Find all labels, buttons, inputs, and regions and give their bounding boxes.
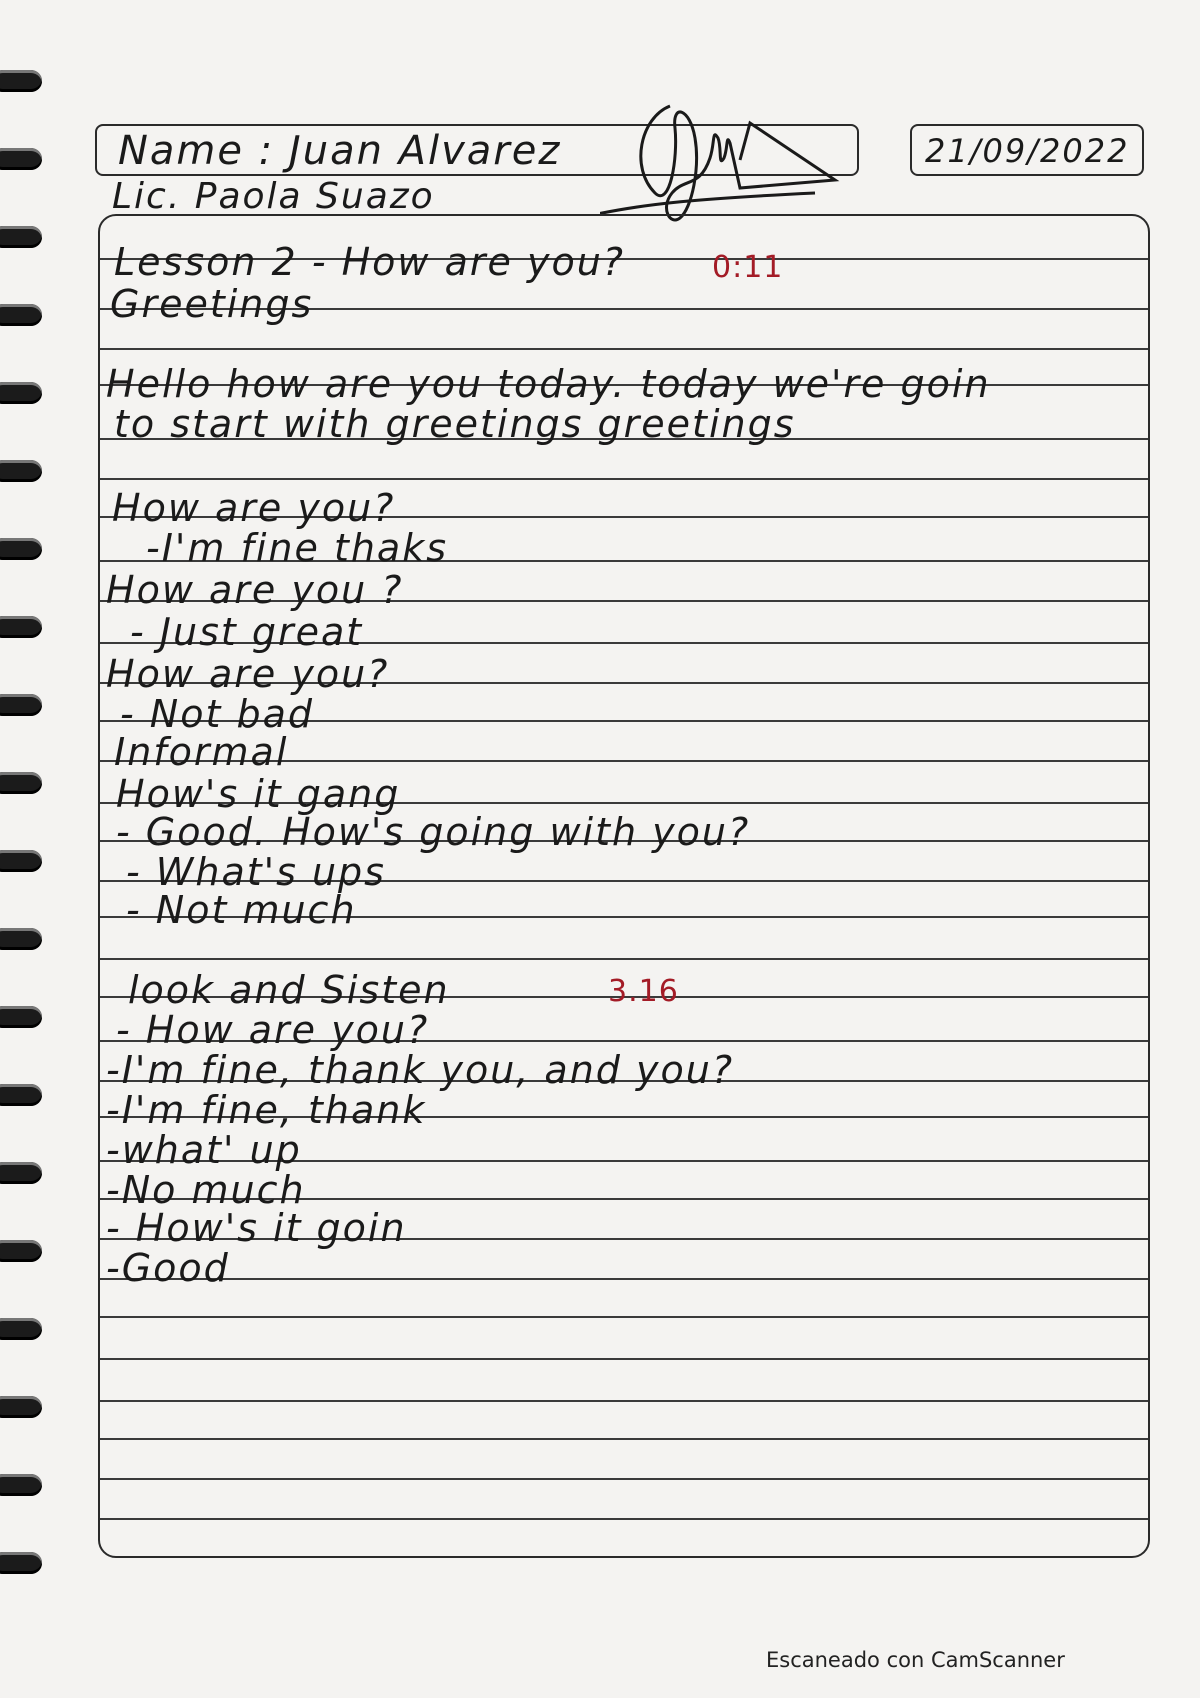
spiral-ring [0, 148, 42, 170]
ruled-line [100, 1400, 1148, 1402]
spiral-ring [0, 1084, 42, 1106]
ruled-line [100, 1358, 1148, 1360]
ruled-line [100, 348, 1148, 350]
listen-line: -I'm fine, thank you, and you? [106, 1048, 734, 1092]
listen-time: 3.16 [608, 974, 679, 1009]
ruled-line [100, 958, 1148, 960]
spiral-ring [0, 70, 42, 92]
spiral-ring [0, 772, 42, 794]
spiral-ring [0, 1006, 42, 1028]
listen-line: -I'm fine, thank [106, 1088, 427, 1132]
spiral-ring [0, 538, 42, 560]
ruled-line [100, 1278, 1148, 1280]
lesson-topic: Greetings [110, 282, 314, 326]
spiral-ring [0, 1474, 42, 1496]
spiral-ring [0, 382, 42, 404]
listen-line: -Good [106, 1246, 230, 1290]
notes-area [98, 214, 1150, 1558]
spiral-binding [0, 60, 60, 1620]
dialogue-line: - Just great [130, 610, 364, 654]
spiral-ring [0, 694, 42, 716]
dialogue-line: How's it gang [116, 772, 401, 816]
listen-line: -No much [106, 1168, 306, 1212]
dialogue-line: How are you ? [106, 568, 404, 612]
dialogue-line: Informal [114, 730, 289, 774]
dialogue-line: -I'm fine thaks [146, 526, 449, 570]
date: 21/09/2022 [925, 132, 1130, 170]
listen-line: - How are you? [116, 1008, 430, 1052]
spiral-ring [0, 1552, 42, 1574]
spiral-ring [0, 1162, 42, 1184]
spiral-ring [0, 1240, 42, 1262]
student-name: Name : Juan Alvarez [118, 128, 562, 174]
ruled-line [100, 1478, 1148, 1480]
teacher-name: Lic. Paola Suazo [112, 176, 435, 217]
ruled-line [100, 1518, 1148, 1520]
dialogue-line: - Not bad [120, 692, 314, 736]
lesson-time: 0:11 [712, 250, 784, 285]
dialogue-line: - Good. How's going with you? [116, 810, 751, 854]
dialogue-line: - What's ups [126, 850, 386, 894]
spiral-ring [0, 928, 42, 950]
dialogue-line: - Not much [126, 888, 357, 932]
dialogue-line: How are you? [112, 486, 396, 530]
ruled-line [100, 1316, 1148, 1318]
spiral-ring [0, 460, 42, 482]
spiral-ring [0, 1318, 42, 1340]
dialogue-line: How are you? [106, 652, 390, 696]
spiral-ring [0, 1396, 42, 1418]
spiral-ring [0, 616, 42, 638]
spiral-ring [0, 226, 42, 248]
spiral-ring [0, 850, 42, 872]
spiral-ring [0, 304, 42, 326]
listen-line: -what' up [106, 1128, 302, 1172]
intro-line-2: to start with greetings greetings [114, 402, 796, 446]
ruled-line [100, 1438, 1148, 1440]
scanner-watermark: Escaneado con CamScanner [766, 1648, 1065, 1672]
listen-title: look and Sisten [128, 968, 450, 1012]
intro-line-1: Hello how are you today. today we're goin [106, 362, 991, 406]
ruled-line [100, 478, 1148, 480]
listen-line: - How's it goin [106, 1206, 407, 1250]
lesson-title: Lesson 2 - How are you? [114, 240, 625, 284]
